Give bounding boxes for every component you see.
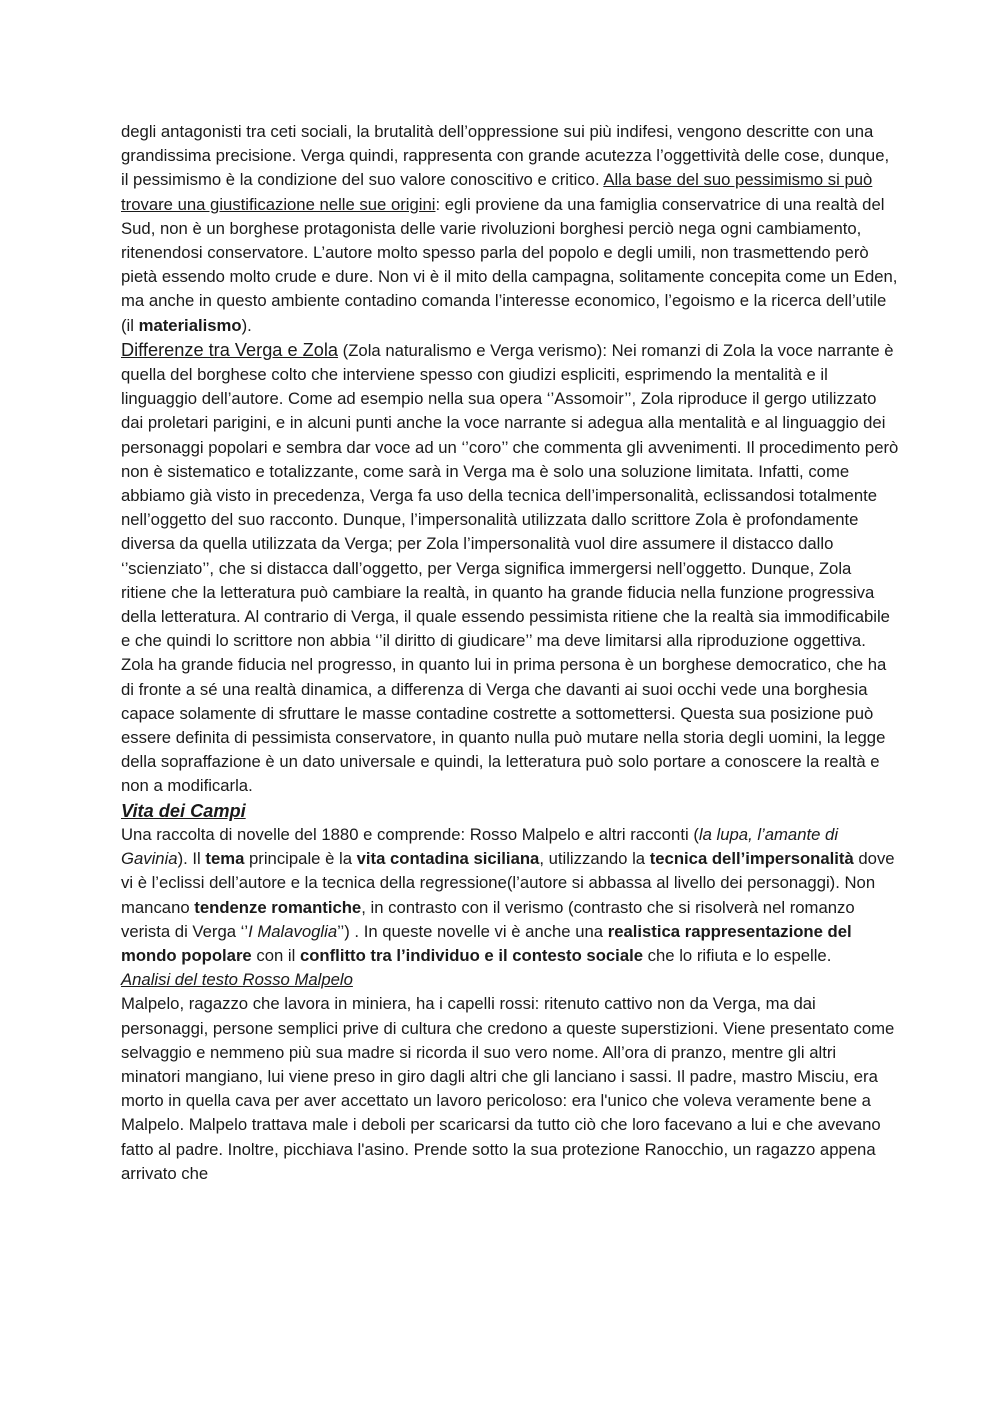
inline-heading: Differenze tra Verga e Zola [121, 339, 339, 360]
underlined-phrase: Alla base del suo pessimismo si può trovare una giustificazione nelle sue origini [121, 170, 873, 214]
section-title: Vita dei Campi [121, 800, 246, 821]
subsection-title: Analisi del testo Rosso Malpelo [121, 970, 353, 990]
paragraph-malpelo: Malpelo, ragazzo che lavora in miniera, ha i capelli rossi: ritenuto cattivo non da Verga, ma dai personaggi, persone semplici prive di cultura che credono a queste superstizioni. Viene presentato come selvaggio e nemmeno più sua madre si ricorda il suo vero nome. All’ora di pranzo, mentre gli altri minatori mangiano, lui viene preso in giro dagli altri che gli lanciano i sassi. Il padre, mastro Misciu, era morto in quella cava per aver accettato un lavoro pericoloso: era l'unico che voleva veramente bene a Malpelo. Malpelo trattava male i deboli per scaricarsi da tutto ciò che loro facevano a lui e che avevano fatto al padre. Inoltre, picchiava l'asino. Prende sotto la sua protezione Ranocchio, un ragazzo appena arrivato che [121, 994, 895, 1183]
bold-term: materialismo [138, 315, 242, 335]
paragraph-zola-progresso: Zola ha grande fiducia nel progresso, in quanto lui in prima persona è un borghese democratico, che ha di fronte a sé una realtà dinamica, a differenza di Verga che davanti ai suoi occhi vede una borghesia capace solamente di sfruttare le masse contadine costrette a sottomettersi. Questa sua posizione può essere definita di pessimista conservatore, in quanto nulla può mutare nella storia degli uomini, la legge della sopraffazione è un dato universale e quindi, la letteratura può solo portare a conoscere la realtà e non a modificarla. [121, 655, 887, 796]
paragraph-pessimismo: degli antagonisti tra ceti sociali, la brutalità dell’oppressione sui più indifesi, vengono descritte con una grandissima precisione. Verga quindi, rappresenta con grande acutezza l’oggettività delle cose, dunque, il pessimismo è la condizione del suo valore conoscitivo e critico. Alla base del suo pessimismo si può trovare una giustificazione nelle sue origini: egli proviene da una famiglia conservatrice di una realtà del Sud, non è un borghese protagonista delle varie rivoluzioni borghesi perciò nega ogni cambiamento, ritenendosi conservatore. L’autore molto spesso parla del popolo e degli umili, non trasmettendo però pietà essendo molto crude e dure. Non vi è il mito della campagna, solitamente concepita come un Eden, ma anche in questo ambiente contadino comanda l’interesse economico, l’egoismo e la ricerca dell’utile (il materialismo). [121, 122, 898, 335]
paragraph-differenze: Differenze tra Verga e Zola (Zola naturalismo e Verga verismo): Nei romanzi di Zola la voce narrante è quella del borghese colto che interviene spesso con giudizi espliciti, esprimendo la mentalità e il linguaggio dell’autore. Come ad esempio nella sua opera ‘’Assomoir’’, Zola riproduce il gergo utilizzato dai proletari parigini, e in alcuni punti anche la voce narrante si adegua alla mentalità e al linguaggio dei personaggi popolari e sembra dar voce ad un ‘’coro’’ che commenta gli avvenimenti. Il procedimento però non è sistematico e totalizzante, come sarà in Verga ma è solo una soluzione limitata. Infatti, come abbiamo già visto in precedenza, Verga fa uso della tecnica dell’impersonalità, eclissandosi totalmente nell’oggetto del suo racconto. Dunque, l’impersonalità utilizzata dallo scrittore Zola è profondamente diversa da quella utilizzata da Verga; per Zola l’impersonalità vuol dire assumere il distacco dallo ‘’scienziato’’, che si distacca dall’oggetto, per Verga significa immergersi nell’oggetto. Dunque, Zola ritiene che la letteratura può cambiare la realtà, in quanto ha grande fiducia nella funzione progressiva della letteratura. Al contrario di Verga, il quale essendo pessimista ritiene che la realtà sia immodificabile e che quindi lo scrittore non abbia ‘’il diritto di giudicare’’ ma deve limitarsi alla riproduzione oggettiva. [121, 339, 899, 651]
paragraph-vita-dei-campi: Una raccolta di novelle del 1880 e comprende: Rosso Malpelo e altri racconti (la lupa, l’amante di Gavinia). Il tema principale è la vita contadina siciliana, utilizzando la tecnica dell’impersonalità dove vi è l’eclissi dell’autore e la tecnica della regressione(l’autore si abbassa al livello dei personaggi). Non mancano tendenze romantiche, in contrasto con il verismo (contrasto che si risolverà nel romanzo verista di Verga ‘’I Malavoglia’’) . In queste novelle vi è anche una realistica rappresentazione del mondo popolare con il conflitto tra l’individuo e il contesto sociale che lo rifiuta e lo espelle. [121, 824, 895, 965]
